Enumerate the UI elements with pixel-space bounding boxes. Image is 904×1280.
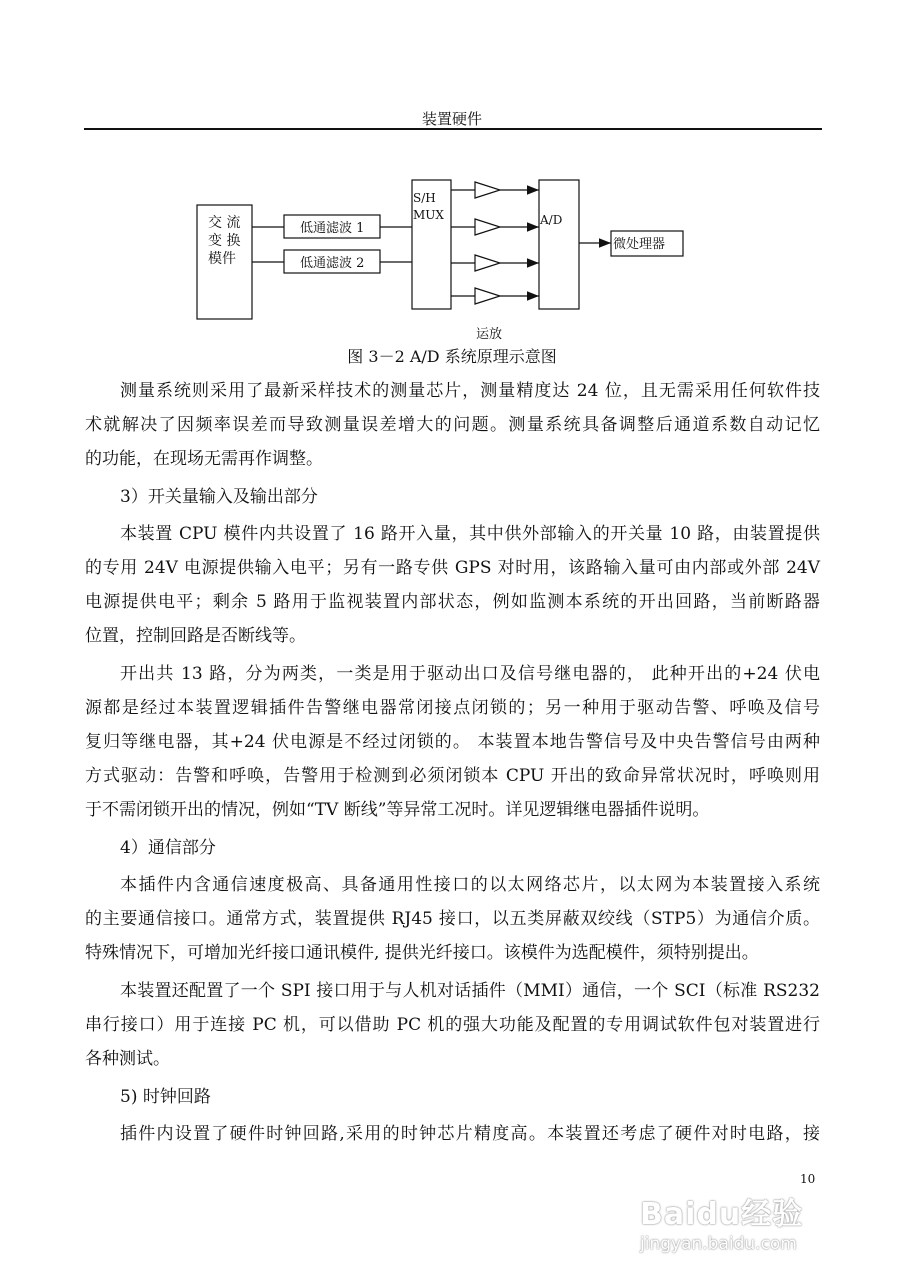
amplifier-icon [475, 255, 500, 271]
text-line: 源都是经过本装置逻辑插件告警继电器常闭接点闭锁的；另一种用于驱动告警、呼唤及信号 [85, 698, 820, 718]
text-line: 本装置还配置了一个 SPI 接口用于与人机对话插件（MMI）通信，一个 SCI（标准 RS232 [120, 981, 820, 1001]
amplifier-icon [475, 288, 500, 304]
mux-label: MUX [413, 208, 444, 222]
text-line: 5) 时钟回路 [120, 1087, 211, 1107]
text-line: 的主要通信接口。通常方式，装置提供 RJ45 接口，以五类屏蔽双绞线（STP5）为通信介质。 [85, 909, 820, 929]
section-heading [85, 480, 820, 514]
ac-module-label: 模件 [208, 251, 236, 267]
text-line: 特殊情况下，可增加光纤接口通讯模件, 提供光纤接口。该模件为选配模件，须特别提出。 [85, 943, 759, 963]
text-line: 开出共 13 路，分为两类，一类是用于驱动出口及信号继电器的， 此种开出的+24 伏电 [120, 664, 820, 684]
text-line: 于不需闭锁开出的情况，例如“TV 断线”等异常工况时。详见逻辑继电器插件说明。 [85, 800, 710, 820]
text-line: 电源提供电平；剩余 5 路用于监视装置内部状态，例如监测本系统的开出回路，当前断路器 [85, 592, 820, 612]
ad-system-diagram [0, 0, 904, 370]
text-line: 的专用 24V 电源提供输入电平；另有一路专供 GPS 对时用，该路输入量可由内部或外部 24V [85, 558, 820, 578]
ac-module-label: 变 换 [208, 233, 241, 249]
watermark-url: jingyan.baidu.com [640, 1234, 797, 1254]
amp-label: 运放 [476, 327, 503, 342]
paragraph [85, 657, 820, 827]
amplifier-icon [475, 219, 500, 235]
watermark-logo: Baidu经验 [640, 1197, 804, 1232]
text-line: 插件内设置了硬件时钟回路,采用的时钟芯片精度高。本装置还考虑了硬件对时电路，接 [120, 1124, 820, 1144]
ac-module-label: 交 流 [208, 215, 241, 231]
ad-label: A/D [540, 213, 563, 227]
section-heading [85, 1080, 820, 1114]
body-text [85, 374, 820, 1155]
text-line: 复归等继电器，其+24 伏电源是不经过闭锁的。 本装置本地告警信号及中央告警信号由两种 [85, 732, 820, 752]
text-line: 本装置 CPU 模件内共设置了 16 路开入量，其中供外部输入的开关量 10 路，由装置提供 [120, 524, 820, 544]
text-line: 本插件内含通信速度极高、具备通用性接口的以太网络芯片，以太网为本装置接入系统 [120, 875, 820, 895]
amplifier-icon [475, 182, 500, 198]
page-header: 装置硬件 [421, 110, 482, 128]
ad-converter-box [539, 180, 579, 309]
paragraph [85, 974, 820, 1076]
text-line: 串行接口）用于连接 PC 机，可以借助 PC 机的强大功能及配置的专用调试软件包对装置进行 [85, 1015, 820, 1035]
section-heading [85, 831, 820, 865]
paragraph [85, 517, 820, 653]
mux-label: S/H [413, 191, 436, 205]
filter1-label: 低通滤波 1 [300, 221, 365, 236]
text-line: 4）通信部分 [120, 838, 216, 858]
text-line: 位置，控制回路是否断线等。 [85, 626, 306, 646]
page-number: 10 [800, 1172, 816, 1186]
text-line: 测量系统则采用了最新采样技术的测量芯片，测量精度达 24 位，且无需采用任何软件技 [120, 381, 820, 401]
text-line: 术就解决了因频率误差而导致测量误差增大的问题。测量系统具备调整后通道系数自动记忆 [85, 415, 820, 435]
filter2-label: 低通滤波 2 [300, 256, 365, 271]
figure-caption: 图 3－2 A/D 系统原理示意图 [347, 347, 557, 366]
cpu-label: 微处理器 [613, 237, 666, 252]
text-line: 各种测试。 [85, 1049, 170, 1069]
paragraph [85, 374, 820, 476]
paragraph [85, 1117, 820, 1151]
amplifiers [451, 182, 539, 304]
text-line: 3）开关量输入及输出部分 [120, 487, 318, 507]
paragraph [85, 868, 820, 970]
text-line: 的功能，在现场无需再作调整。 [85, 449, 323, 469]
baidu-watermark [640, 1198, 803, 1254]
text-line: 方式驱动：告警和呼唤，告警用于检测到必须闭锁本 CPU 开出的致命异常状况时，呼唤则用 [85, 766, 820, 786]
